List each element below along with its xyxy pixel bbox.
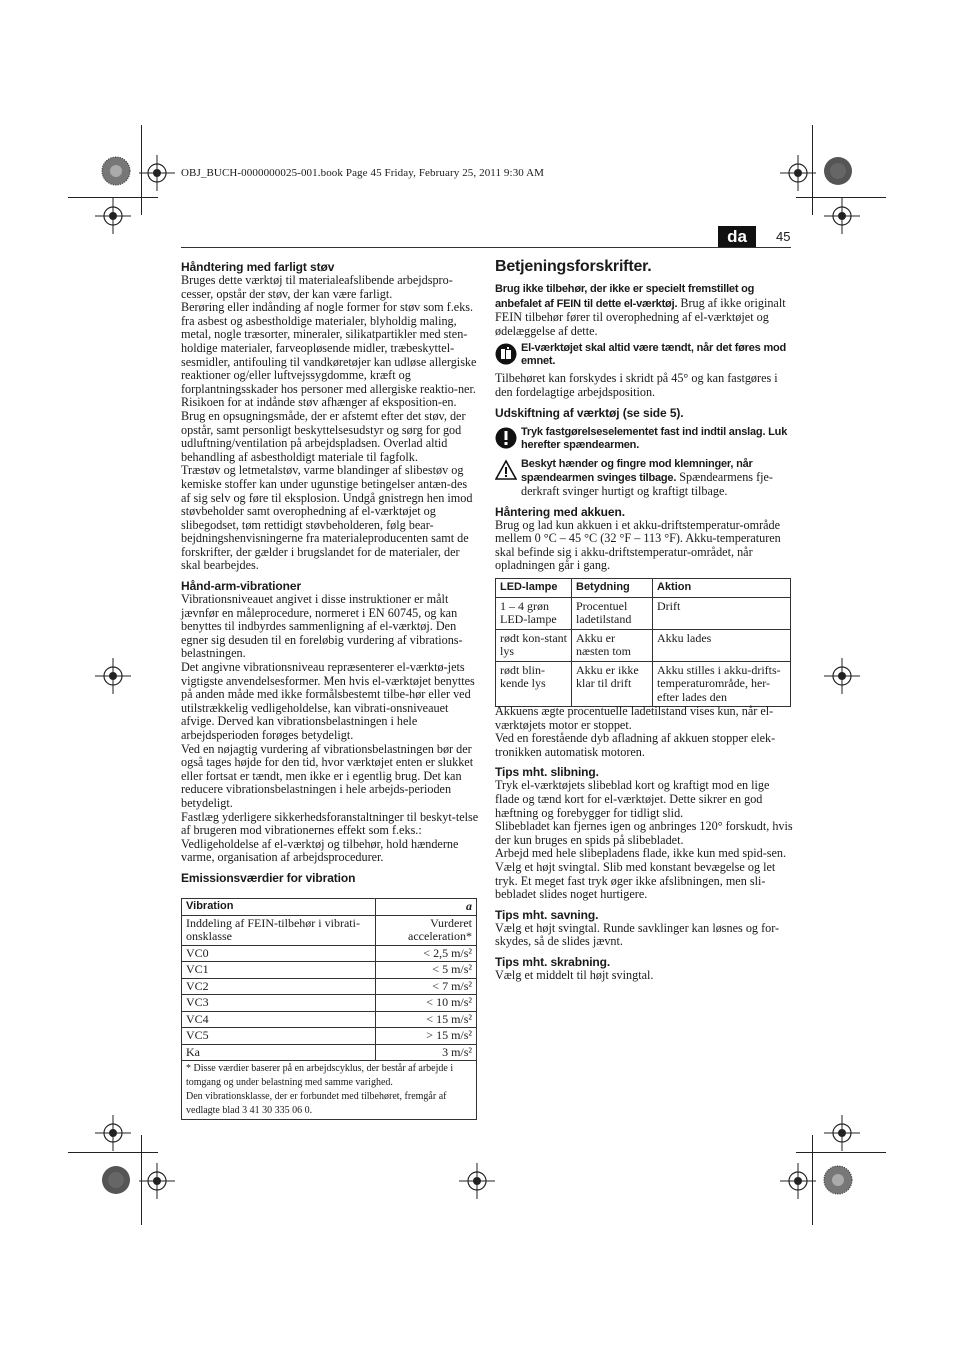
warning-block: Beskyt hænder og fingre mod klemninger, når spændearmen svinges tilbage. Spændearmens fje-derkraft svinger hurtigt og kraftigt tilbage. bbox=[495, 458, 793, 499]
paragraph: Tryk el-værktøjets slibeblad kort og kraftigt mod en lige flade og tænd kort for el-værktøjet. Dette sikrer en god hæftning og forebygger for tidligt slid. bbox=[495, 778, 770, 820]
paragraph: Vælg et højt svingtal. Runde savklinger kan løsnes og for-skydes, så de slides jævnt. bbox=[495, 920, 780, 949]
paragraph: Bruges dette værktøj til materialeafslibende arbejdspro-cesser, opstår der støv, der kan være farligt. bbox=[181, 273, 453, 301]
table-row: rødt kon-stant lys Akku er næsten tom Akku lades bbox=[496, 629, 791, 661]
registration-target-icon bbox=[780, 155, 816, 191]
section-title: Udskiftning af værktøj (se side 5). bbox=[495, 405, 684, 420]
table-cell: Vurderet acceleration* bbox=[376, 915, 477, 945]
paragraph: Brug og lad kun akkuen i et akku-driftstemperatur-område mellem 0 °C – 45 °C (32 °F – 113 °F). Akku-temperaturen skal befinde sig i akku-driftstemperatur-området, når opladningen går i gang. bbox=[495, 517, 781, 573]
registration-target-icon bbox=[95, 658, 131, 694]
table-row: VC2 < 7 m/s² bbox=[182, 978, 477, 995]
paragraph: Træstøv og letmetalstøv, varme blandinger af slibestøv og kemiske stoffer kan under ugunstige betingelser antæn-des af sig selv og føre til eksplosion. Undgå gnistregn hen imod støvbeholder samt overophedning af el-værktøjet og slibegodset, tøm rettidigt støvbeholderen, følg bear-bejdningshenvisningerne fra materialeproducenten samt de forskrifter, der gælder i brugslandet for de materialer, der skal bearbejdes. bbox=[181, 463, 473, 573]
color-wheel-icon bbox=[823, 1165, 853, 1195]
table-row: rødt blin-kende lys Akku er ikke klar til drift Akku stilles i akku-drifts-temperaturområde, her-efter lades den bbox=[496, 661, 791, 707]
table-row: VC1 < 5 m/s² bbox=[182, 962, 477, 979]
table-row: VC0 < 2,5 m/s² bbox=[182, 945, 477, 962]
registration-target-icon bbox=[95, 198, 131, 234]
paragraph: Fastlæg yderligere sikkerhedsforanstaltninger til beskyt-telse af brugeren mod vibrationernes effekt som f.eks.: Vedligeholdelse af el-værktøj og tilbehør, hold hænderne varme, organisation af arbejdsprocedurer. bbox=[181, 809, 479, 865]
section-title: Håntering med akkuen. bbox=[495, 504, 625, 519]
led-table bbox=[495, 578, 791, 707]
paragraph: Ved en forestående dyb afladning af akkuen stopper elek-tronikken automatisk motoren. bbox=[495, 731, 776, 759]
right-column-lower bbox=[495, 705, 793, 983]
table-cell: Inddeling af FEIN-tilbehør i vibrati-onsklasse bbox=[182, 915, 376, 945]
paragraph: Vibrationsniveauet angivet i disse instruktioner er målt jævnfør en måleprocedure, normeret i EN 60745, og kan benyttes til indbyrdes sammenligning af el-værktøj. Den egner sig desuden til en foreløbig vurdering af vibrations-belastningen. bbox=[181, 592, 463, 661]
section-title: Håndtering med farligt støv bbox=[181, 260, 335, 274]
registration-target-icon bbox=[824, 1115, 860, 1151]
table-header-cell: Betydning bbox=[572, 579, 653, 598]
paragraph: Vælg et middelt til højt svingtal. bbox=[495, 967, 654, 982]
section-title: Emissionsværdier for vibration bbox=[181, 870, 356, 885]
paragraph: Det angivne vibrationsniveau repræsenterer el-værktø-jets vigtigste anvendelsesformer. Men hvis el-værktøjet benyttes på anden måde med ikke formålsbestemt tilbe-hør eller ved utilstrækkelig vedligeholdelse, kan vibrati-onsniveauet afvige. Derved kan vibrationsbelastningen i hele arbejdsperioden forøges betydeligt. bbox=[181, 660, 475, 742]
paragraph: Akkuens ægte procentuelle ladetilstand vises kun, når el-værktøjets motor er stoppet. bbox=[495, 704, 774, 732]
registration-target-icon bbox=[824, 658, 860, 694]
paragraph: Brug ikke tilbehør, der ikke er specielt fremstillet og anbefalet af FEIN til dette el-værktøj. Brug af ikke originalt FEIN tilbehør fører til overophedning af el-værktøjet og ødelæggelse af dette. bbox=[495, 283, 786, 338]
crop-mark bbox=[68, 1152, 158, 1153]
section-title: Hånd-arm-vibrationer bbox=[181, 579, 302, 594]
color-wheel-icon bbox=[823, 156, 853, 186]
registration-target-icon bbox=[459, 1163, 495, 1199]
table-header-cell: a bbox=[376, 899, 477, 916]
table-header-cell: LED-lampe bbox=[496, 579, 572, 598]
left-column bbox=[181, 260, 479, 885]
vibration-table bbox=[181, 898, 477, 1120]
read-manual-icon bbox=[495, 343, 517, 365]
mandatory-action-icon bbox=[495, 427, 517, 449]
warning-block: Tryk fastgørelseselementet fast ind indtil anslag. Luk herefter spændearmen. bbox=[495, 426, 793, 452]
color-wheel-icon bbox=[101, 156, 131, 186]
table-row: VC3 < 10 m/s² bbox=[182, 995, 477, 1012]
crop-mark bbox=[796, 1152, 886, 1153]
section-title: Tips mht. skrabning. bbox=[495, 954, 611, 969]
section-title: Betjeningsforskrifter. bbox=[495, 258, 652, 275]
right-column bbox=[495, 258, 793, 573]
language-badge: da bbox=[718, 226, 756, 247]
header-rule bbox=[181, 247, 791, 248]
table-row: VC4 < 15 m/s² bbox=[182, 1011, 477, 1028]
page-number: 45 bbox=[776, 229, 791, 244]
warning-block: El-værktøjet skal altid være tændt, når det føres mod emnet. bbox=[495, 342, 793, 368]
section-title: Tips mht. slibning. bbox=[495, 765, 599, 780]
paragraph: Ved en nøjagtig vurdering af vibrationsbelastningen bør der også tages højde for den tid, hvor værktøjet enten er slukket eller fortsat er tændt, men ikke er i egentlig brug. Det kan reducere vibrationsbelastningen i hele arbejds-perioden betydeligt. bbox=[181, 741, 474, 810]
table-row: VC5 > 15 m/s² bbox=[182, 1028, 477, 1045]
paragraph: Tilbehøret kan forskydes i skridt på 45° og kan fastgøres i den fordelagtige arbejdsposition. bbox=[495, 371, 778, 399]
table-header-cell: Vibration bbox=[182, 899, 376, 916]
paragraph: Slibebladet kan fjernes igen og anbringes 120° forskudt, hvis der kun bruges en spids på slibebladet. bbox=[495, 819, 793, 847]
print-info-line: OBJ_BUCH-0000000025-001.book Page 45 Friday, February 25, 2011 9:30 AM bbox=[181, 167, 545, 179]
table-header-cell: Aktion bbox=[653, 579, 791, 598]
paragraph: Arbejd med hele slibepladens flade, ikke kun med spid-sen. Vælg et højt svingtal. Slib med konstant bevægelse og let tryk. Et meget fast tryk øger ikke afslibningen, men sli-bebladet slides noget hurtigere. bbox=[495, 846, 787, 902]
paragraph: Berøring eller indånding af nogle former for støv som f.eks. fra asbest og asbestholdige materialer, blyholdig maling, metal, nogle træsorter, mineraler, silikatpartikler med sten-holdige materialer, farveopløsende midler, træbeskyttel-sesmidler, antifouling til vandkøretøjer kan udløse allergiske reaktioner og/eller luftvejssygdomme, kræft og forplantningsskader hos personer med allergiske reaktio-ner. Risikoen for at indånde støv afhænger af eksposition-en. Brug en opsugningsmåde, der er afstemt efter det støv, der opstår, samt personligt beskyttelsesudstyr og sørg for god udluftning/ventilation på arbejdspladsen. Overlad altid behandling af asbestholdigt materiale til fagfolk. bbox=[181, 300, 477, 464]
color-wheel-icon bbox=[101, 1165, 131, 1195]
registration-target-icon bbox=[780, 1163, 816, 1199]
section-title: Tips mht. savning. bbox=[495, 907, 599, 922]
registration-target-icon bbox=[95, 1115, 131, 1151]
registration-target-icon bbox=[139, 155, 175, 191]
table-row: 1 – 4 grøn LED-lampe Procentuel ladetilstand Drift bbox=[496, 597, 791, 629]
registration-target-icon bbox=[139, 1163, 175, 1199]
registration-target-icon bbox=[824, 198, 860, 234]
warning-triangle-icon bbox=[495, 459, 517, 481]
table-row: Ka 3 m/s² bbox=[182, 1044, 477, 1061]
table-footnote: * Disse værdier baserer på en arbejdscyklus, der består af arbejde i tomgang og under belastning med samme varighed. Den vibrationsklasse, der er forbundet med tilbehøret, fremgår af vedlagte blad 3 41 30 335 06 0. bbox=[182, 1061, 477, 1120]
